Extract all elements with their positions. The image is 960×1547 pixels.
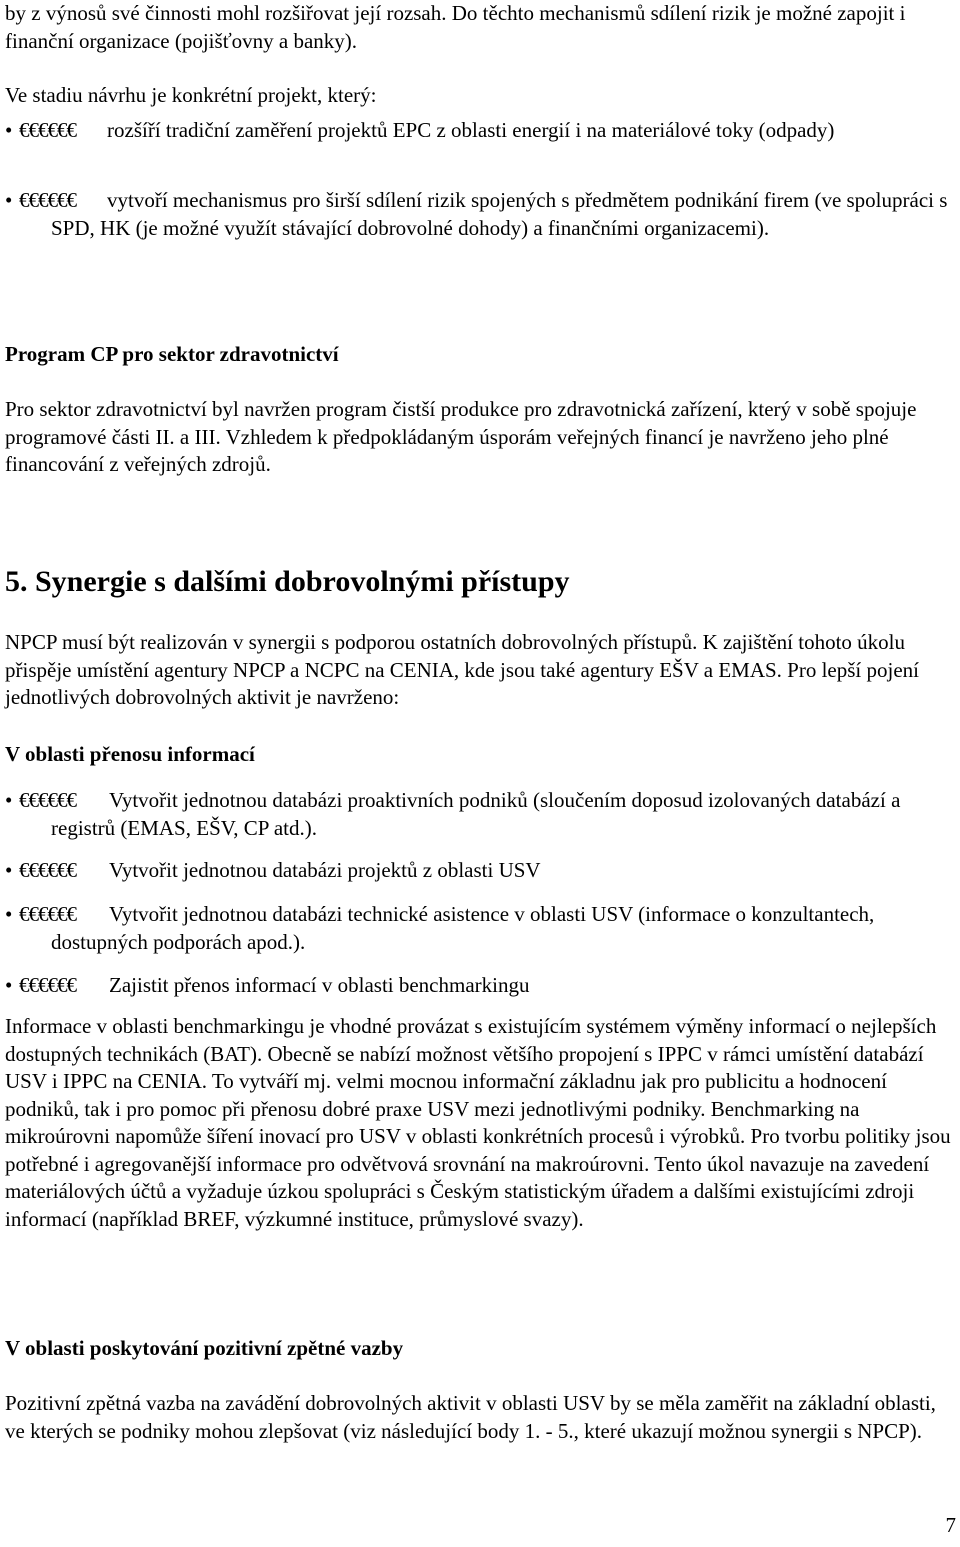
bullet-icon: • (5, 188, 13, 212)
benchmark-paragraph: Informace v oblasti benchmarkingu je vhodné provázat s existujícím systémem výměny informací o nejlepších dostupných technikách (BAT). Obecně se nabízí možnost většího propojení s IPPC v rámci umístění databází USV i IPPC na CENIA. To vytváří mj. velmi mocnou informační základnu jak pro publicitu a hodnocení podniků, tak i pro pomoc při přenosu dobré praxe USV mezi jednotlivými podniky. Benchmarking na mikroúrovni napomůže šíření inovací pro USV v oblasti konkrétních procesů i výrobků. Pro tvorbu politiky jsou potřebné i agregovanější informace pro odvětvová srovnání na makroúrovni. Tento úkol navazuje na zavedení materiálových účtů a vyžaduje úzkou spolupráci s Českým statistickým úřadem a dalšími existujícími zdroji informací (například BREF, výzkumné instituce, průmyslové svazy). (5, 1014, 951, 1231)
cp-paragraph: Pro sektor zdravotnictví byl navržen program čistší produkce pro zdravotnická zařízení, který v sobě spojuje programové části II. a III. Vzhledem k předpokládaným úsporám veřejných financí je navrženo jeho plné financování z veřejných zdrojů. (5, 397, 917, 476)
list-item (5, 787, 960, 842)
info-heading: V oblasti přenosu informací (5, 742, 255, 766)
list-item-text: vytvoří mechanismus pro širší sdílení rizik spojených s předmětem podnikání firem (ve spolupráci s SPD, HK (je možné využít stávající dobrovolné dohody) a finančními organizacemi). (51, 188, 948, 240)
intro-paragraph: by z výnosů své činnosti mohl rozšiřovat její rozsah. Do těchto mechanismů sdílení rizik je možné zapojit i finanční organizace (pojišťovny a banky). (5, 1, 906, 53)
bullet-icon: • (5, 788, 13, 812)
section-intro: NPCP musí být realizován v synergii s podporou ostatních dobrovolných přístupů. K zajištění tohoto úkolu přispěje umístění agentury NPCP a NCPC na CENIA, kde jsou také agentury EŠV a EMAS. Pro lepší pojení jednotlivých dobrovolných aktivit je navrženo: (5, 630, 919, 709)
list-item-text: Vytvořit jednotnou databázi projektů z oblasti USV (109, 858, 541, 882)
list-item-text: Vytvořit jednotnou databázi technické asistence v oblasti USV (informace o konzultantech, dostupných podporách apod.). (51, 902, 875, 954)
bullet-placeholder-glyphs: €€€€€€ (19, 902, 76, 926)
list-item (5, 857, 960, 885)
feedback-paragraph: Pozitivní zpětná vazba na zavádění dobrovolných aktivit v oblasti USV by se měla zaměřit na základní oblasti, ve kterých se podniky mohou zlepšovat (viz následující body 1. - 5., které ukazují možnou synergii s NPCP). (5, 1391, 936, 1443)
list-item-text: Zajistit přenos informací v oblasti benchmarkingu (109, 973, 530, 997)
bullet-placeholder-glyphs: €€€€€€ (19, 858, 76, 882)
bullet-icon: • (5, 902, 13, 926)
bullet-placeholder-glyphs: €€€€€€ (19, 788, 76, 812)
bullet-icon: • (5, 858, 13, 882)
project-lead: Ve stadiu návrhu je konkrétní projekt, který: (5, 83, 377, 107)
bullet-icon: • (5, 973, 13, 997)
bullet-placeholder-glyphs: €€€€€€ (19, 118, 76, 142)
bullet-icon: • (5, 118, 13, 142)
feedback-heading: V oblasti poskytování pozitivní zpětné vazby (5, 1336, 404, 1360)
list-item-text: rozšíří tradiční zaměření projektů EPC z oblasti energií i na materiálové toky (odpady) (107, 118, 835, 142)
list-item (5, 187, 960, 242)
bullet-placeholder-glyphs: €€€€€€ (19, 973, 76, 997)
list-item (5, 972, 960, 1000)
page-number: 7 (945, 1513, 956, 1537)
section-title: 5. Synergie s dalšími dobrovolnými přístupy (5, 565, 570, 598)
bullet-placeholder-glyphs: €€€€€€ (19, 188, 76, 212)
list-item (5, 117, 960, 145)
list-item-text: Vytvořit jednotnou databázi proaktivních podniků (sloučením doposud izolovaných databází a registrů (EMAS, EŠV, CP atd.). (51, 788, 901, 840)
list-item (5, 901, 960, 956)
cp-heading: Program CP pro sektor zdravotnictví (5, 342, 339, 366)
